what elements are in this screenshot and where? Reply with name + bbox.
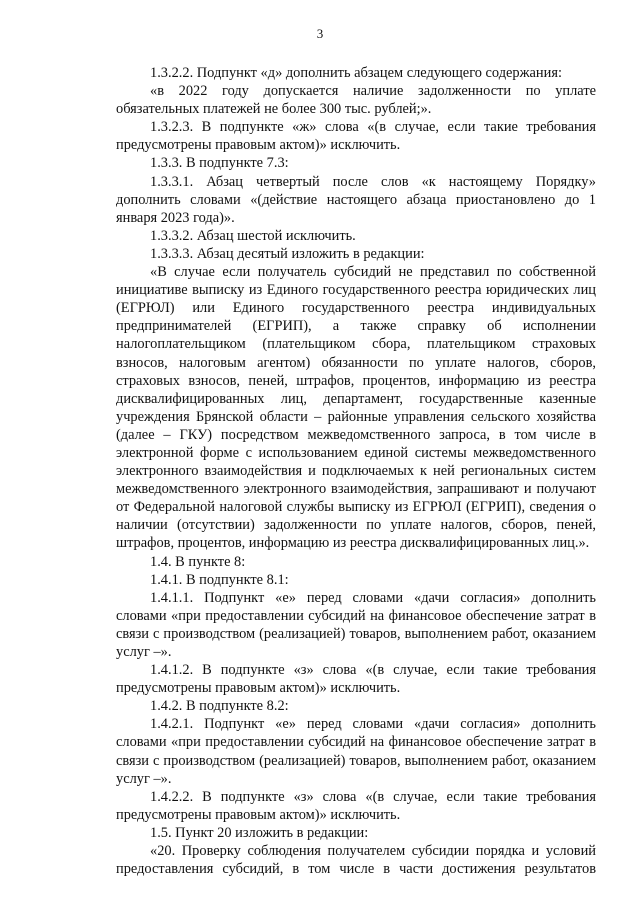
- paragraph: 1.4.1.1. Подпункт «е» перед словами «дачи согласия» дополнить словами «при предоставлении субсидий на финансовое обеспечение затрат в связи с производством (реализацией) товаров, выполнением работ, оказанием услуг –».: [116, 589, 596, 660]
- paragraph: 1.4.2. В подпункте 8.2:: [150, 698, 289, 715]
- paragraph: 1.4.1.2. В подпункте «з» слова «(в случае, если такие требования предусмотрены правовым актом)» исключить.: [116, 662, 596, 697]
- paragraph: 1.3.3.1. Абзац четвертый после слов «к настоящему Порядку» дополнить словами «(действие настоящего абзаца приостановлено до 1 января 2023 года)».: [116, 173, 596, 226]
- paragraph: 1.3.3.3. Абзац десятый изложить в редакции:: [150, 245, 425, 262]
- paragraph: «В случае если получатель субсидий не представил по собственной инициативе выписку из Единого государственного реестра юридических лиц (ЕГРЮЛ) или Единого государственного реестра индивидуальных предпринимателей (ЕГРИП), а также справку об исполнении налогоплательщиком (плательщиком сбора, плательщиком страховых взносов, налоговым агентом) обязанности по уплате налогов, сборов, страховых взносов, пеней, штрафов, процентов, информацию из реестра дисквалифицированных лиц, департамент, государственные казенные учреждения Брянской области – районные управления сельского хозяйства (далее – ГКУ) посредством межведомственного запроса, в том числе в электронной форме с использованием единой системы межведомственного электронного взаимодействия и подключаемых к ней региональных систем межведомственного электронного взаимодействия, запрашивают и получают от Федеральной налоговой службы выписку из ЕГРЮЛ (ЕГРИП), сведения о наличии (отсутствии) задолженности по уплате налогов, сборов, пеней, штрафов, процентов, информацию из реестра дисквалифицированных лиц.».: [116, 264, 596, 552]
- paragraph: 1.3.2.3. В подпункте «ж» слова «(в случае, если такие требования предусмотрены правовым актом)» исключить.: [116, 119, 596, 154]
- paragraph: «20. Проверку соблюдения получателем субсидии порядка и условий предоставления субсидий, в том числе в части достижения результатов: [116, 843, 596, 878]
- document-body: [116, 64, 596, 878]
- paragraph: 1.3.2.2. Подпункт «д» дополнить абзацем следующего содержания:: [150, 65, 562, 81]
- paragraph: 1.3.3. В подпункте 7.3:: [150, 155, 289, 172]
- paragraph: 1.5. Пункт 20 изложить в редакции:: [150, 824, 369, 841]
- paragraph: 1.4.1. В подпункте 8.1:: [150, 571, 289, 588]
- paragraph: 1.4. В пункте 8:: [150, 553, 246, 570]
- paragraph: 1.4.2.2. В подпункте «з» слова «(в случае, если такие требования предусмотрены правовым актом)» исключить.: [116, 788, 596, 823]
- paragraph: 1.3.3.2. Абзац шестой исключить.: [150, 227, 356, 244]
- page-number: 3: [316, 26, 324, 41]
- paragraph: «в 2022 году допускается наличие задолженности по уплате обязательных платежей не более 300 тыс. рублей;».: [116, 83, 596, 118]
- paragraph: 1.4.2.1. Подпункт «е» перед словами «дачи согласия» дополнить словами «при предоставлении субсидий на финансовое обеспечение затрат в связи с производством (реализацией) товаров, выполнением работ, оказанием услуг –».: [116, 716, 596, 787]
